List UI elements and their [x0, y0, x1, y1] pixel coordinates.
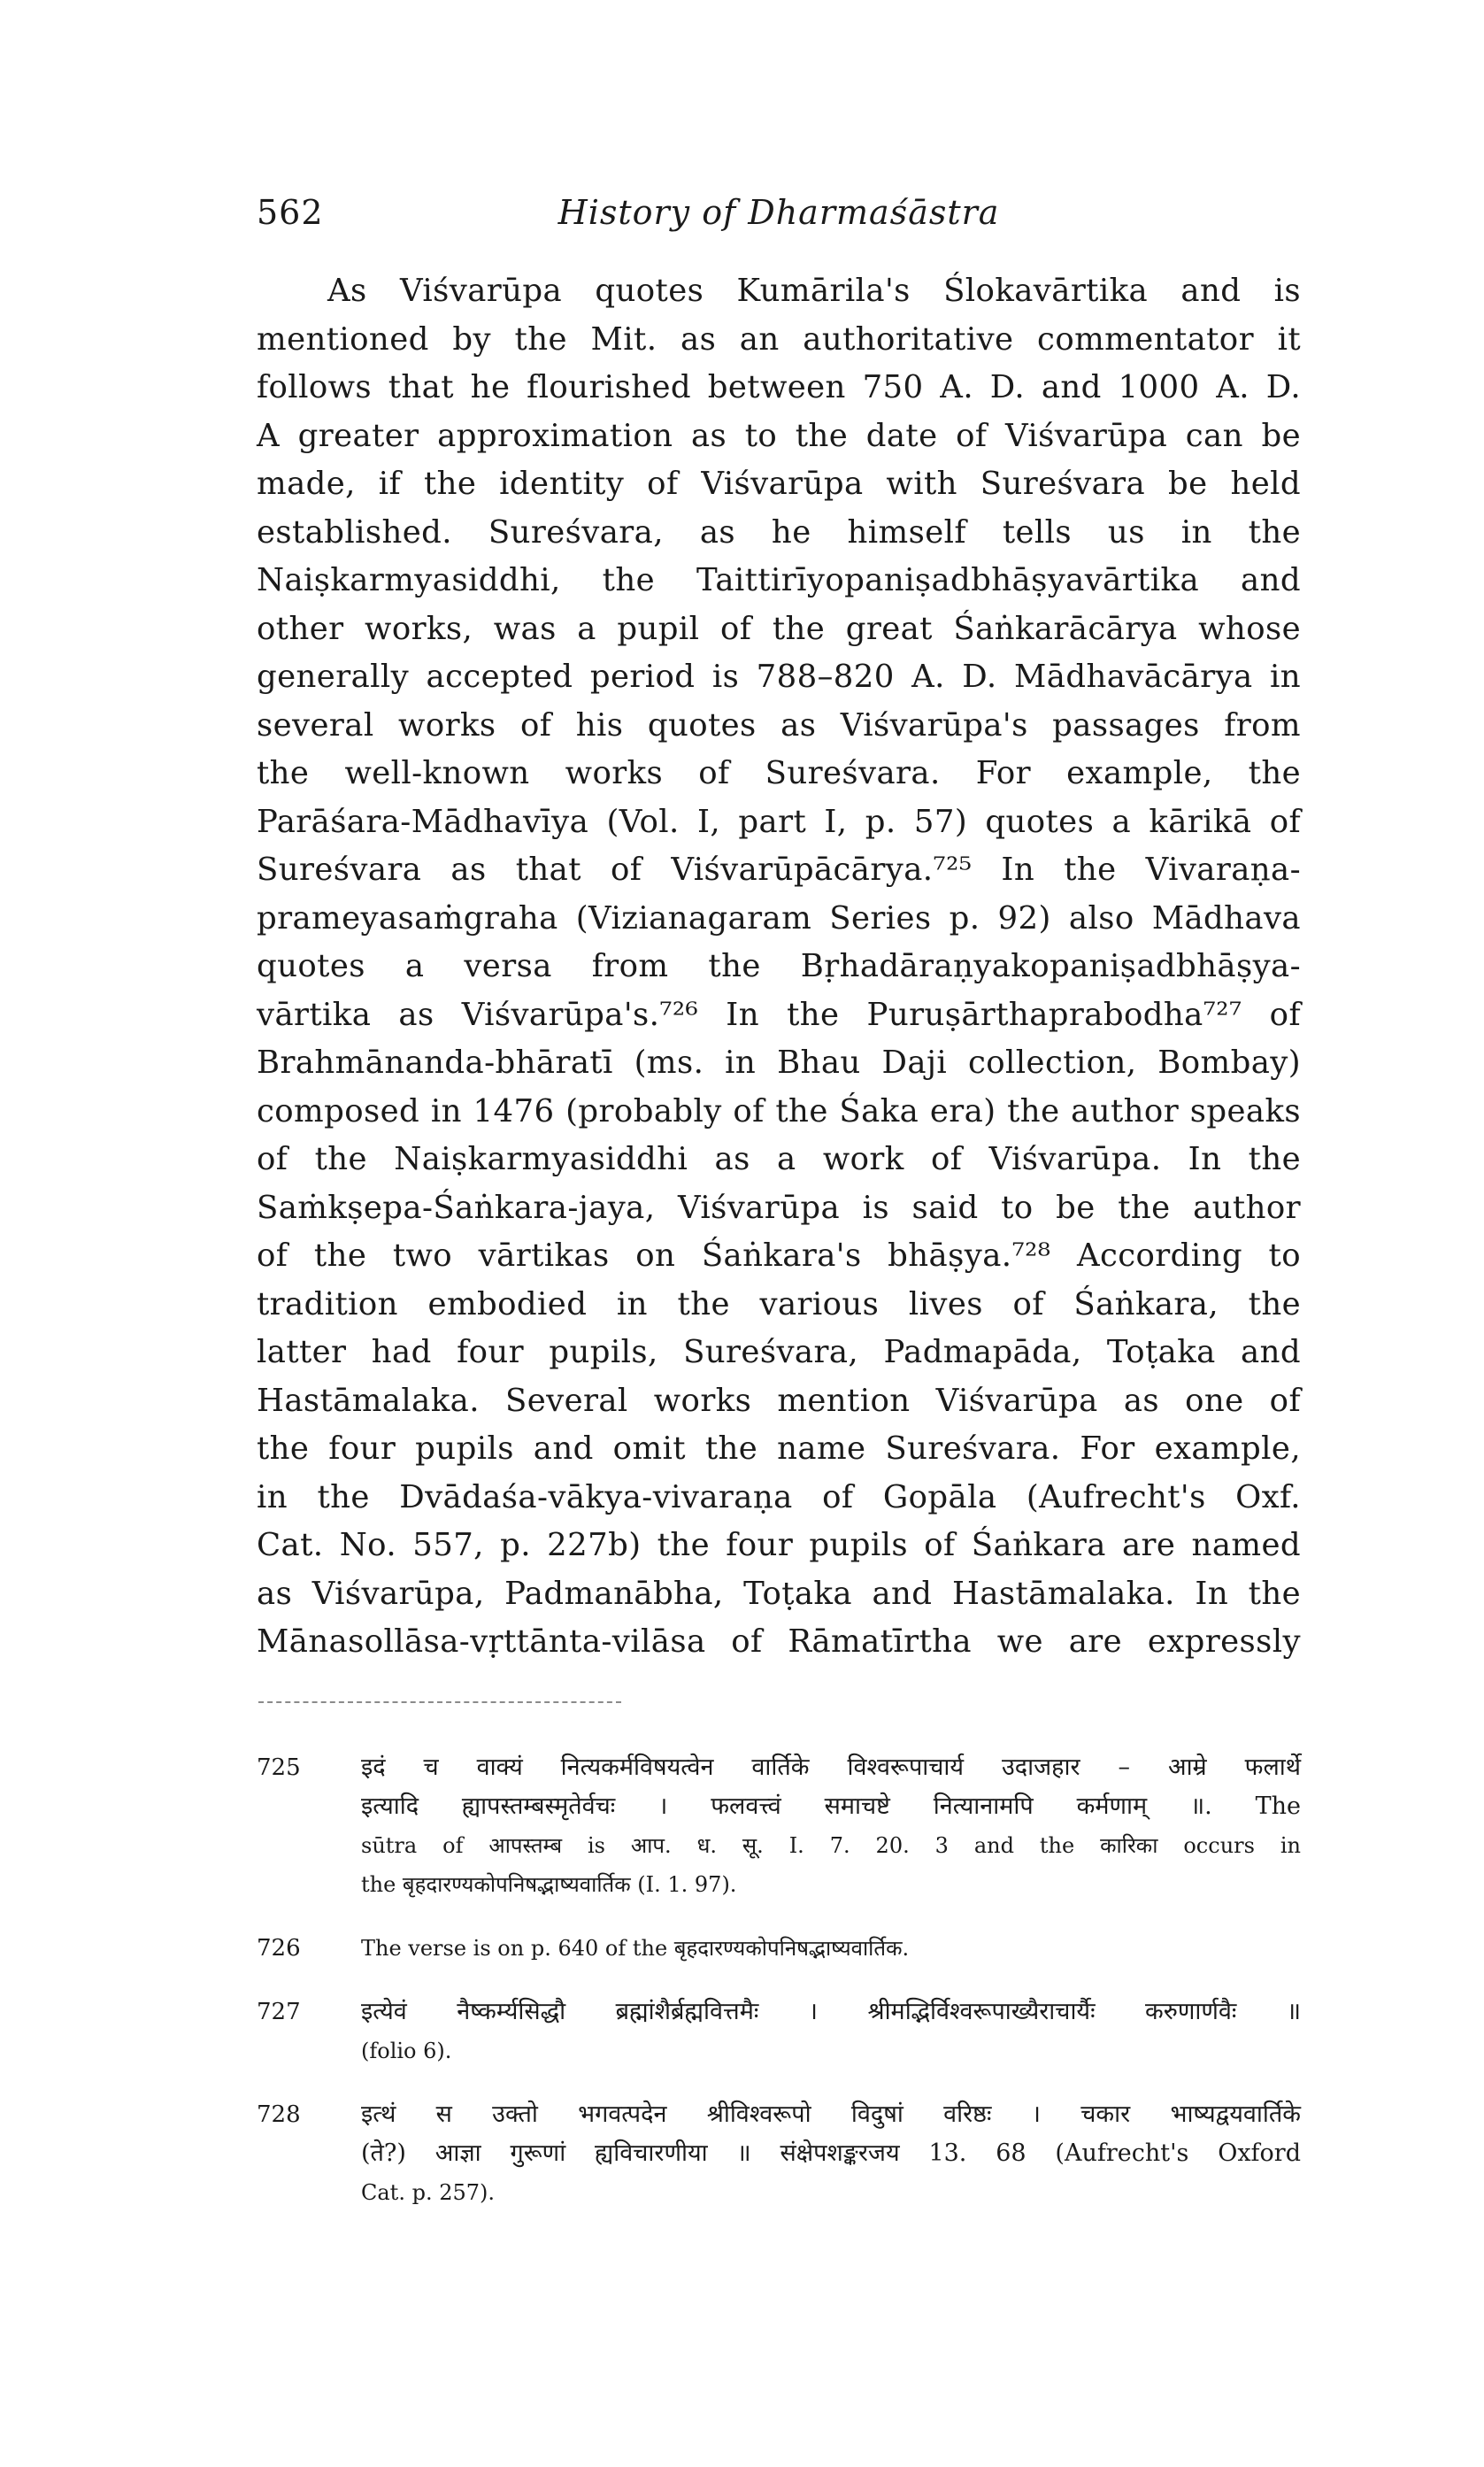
footnote-number: 725 — [257, 1754, 301, 1781]
body-line: in the Dvādaśa-vākya-vivaraṇa of Gopāla (Aufrecht's Oxf. — [257, 1478, 1301, 1515]
running-head — [257, 193, 1301, 237]
body-paragraph — [257, 267, 1301, 1667]
footnote-line: Cat. p. 257). — [361, 2180, 495, 2205]
footnote-727 — [257, 1993, 1301, 2070]
footnote-line: इत्थं स उक्तो भगवत्पदेन श्रीविश्वरूपो विदुषां वरिष्ठः । चकार भाष्यद्वयवार्तिके — [361, 2101, 1301, 2128]
body-line: Mānasollāsa-vṛttānta-vilāsa of Rāmatīrtha we are expressly — [257, 1623, 1301, 1660]
body-line: Parāśara-Mādhavīya (Vol. I, part I, p. 57) quotes a kārikā of — [257, 803, 1301, 840]
footnote-number: 727 — [257, 1999, 301, 2025]
footnote-725 — [257, 1748, 1301, 1904]
body-line: latter had four pupils, Sureśvara, Padmapāda, Toṭaka and — [257, 1334, 1301, 1370]
footnote-line: the बृहदारण्यकोपनिषद्भाष्यवार्तिक (I. 1. 97). — [361, 1872, 737, 1897]
body-line: established. Sureśvara, as he himself tells us in the — [257, 513, 1301, 551]
footnote-line: The verse is on p. 640 of the बृहदारण्यकोपनिषद्भाष्यवार्तिक. — [361, 1936, 910, 1961]
footnote-line: इदं च वाक्यं नित्यकर्मविषयत्वेन वार्तिके विश्वरूपाचार्य उदाजहार – आम्रे फलार्थे — [361, 1754, 1301, 1781]
footnote-line: (ते?) आज्ञा गुरूणां ह्यविचारणीया ॥ संक्षेपशङ्करजय 13. 68 (Aufrecht's Oxford — [361, 2139, 1301, 2167]
body-line: Naiṣkarmyasiddhi, the Taittirīyopaniṣadbhāṣyavārtika and — [257, 562, 1301, 598]
body-line: the four pupils and omit the name Sureśvara. For example, — [257, 1430, 1301, 1467]
body-line: quotes a versa from the Bṛhadāraṇyakopaniṣadbhāṣya- — [257, 948, 1301, 984]
body-line: generally accepted period is 788–820 A. D. Mādhavācārya in — [257, 659, 1301, 695]
footnote-divider — [258, 1701, 621, 1703]
body-line: of the two vārtikas on Śaṅkara's bhāṣya.⁷²⁸ According to — [257, 1237, 1301, 1274]
body-line: A greater approximation as to the date of Viśvarūpa can be — [257, 417, 1301, 454]
body-line: Saṁkṣepa-Śaṅkara-jaya, Viśvarūpa is said to be the author — [257, 1189, 1301, 1226]
body-line: prameyasaṁgraha (Vizianagaram Series p. 92) also Mādhava — [257, 899, 1301, 937]
body-line: follows that he flourished between 750 A. D. and 1000 A. D. — [257, 369, 1301, 405]
body-line: Hastāmalaka. Several works mention Viśvarūpa as one of — [257, 1382, 1301, 1419]
body-line: Brahmānanda-bhāratī (ms. in Bhau Daji collection, Bombay) — [257, 1045, 1301, 1081]
footnote-number: 728 — [257, 2101, 301, 2128]
body-line: Cat. No. 557, p. 227b) the four pupils of Śaṅkara are named — [257, 1527, 1301, 1563]
body-line: tradition embodied in the various lives of Śaṅkara, the — [257, 1285, 1301, 1322]
body-line: As Viśvarūpa quotes Kumārila's Ślokavārtika and is — [327, 273, 1301, 309]
running-title: History of Dharmaśāstra — [557, 193, 1000, 232]
body-line: several works of his quotes as Viśvarūpa's passages from — [257, 706, 1301, 744]
body-line: vārtika as Viśvarūpa's.⁷²⁶ In the Puruṣārthaprabodha⁷²⁷ of — [257, 996, 1301, 1033]
body-line: of the Naiṣkarmyasiddhi as a work of Viśvarūpa. In the — [257, 1141, 1301, 1177]
footnote-number: 726 — [257, 1935, 301, 1962]
footnote-line: (folio 6). — [361, 2039, 452, 2063]
body-line: Sureśvara as that of Viśvarūpācārya.⁷²⁵ In the Vivaraṇa- — [257, 852, 1301, 888]
footnotes — [257, 1748, 1301, 2237]
footnote-728 — [257, 2095, 1301, 2212]
body-line: the well-known works of Sureśvara. For example, the — [257, 755, 1301, 791]
footnote-726 — [257, 1929, 1301, 1968]
page-number: 562 — [257, 193, 324, 232]
body-line: as Viśvarūpa, Padmanābha, Toṭaka and Hastāmalaka. In the — [257, 1575, 1301, 1612]
body-line: other works, was a pupil of the great Śaṅkarācārya whose — [257, 610, 1301, 647]
body-line: mentioned by the Mit. as an authoritative commentator it — [257, 320, 1301, 358]
footnote-line: इत्यादि ह्यापस्तम्बस्मृतेर्वचः । फलवत्त्वं समाचष्टे नित्यानामपि कर्मणाम् ॥. The — [361, 1792, 1301, 1820]
footnote-line: sūtra of आपस्तम्ब is आप. ध. सू. I. 7. 20. 3 and the कारिका occurs in — [361, 1833, 1301, 1858]
body-line: made, if the identity of Viśvarūpa with Sureśvara be held — [257, 466, 1301, 502]
footnote-line: इत्येवं नैष्कर्म्यसिद्धौ ब्रह्मांशैर्ब्रह्मवित्तमैः । श्रीमद्भिर्विश्वरूपाख्यैराचार्यैः करुणार्णवैः ॥ — [361, 1998, 1301, 2025]
body-line: composed in 1476 (probably of the Śaka era) the author speaks — [257, 1092, 1301, 1129]
